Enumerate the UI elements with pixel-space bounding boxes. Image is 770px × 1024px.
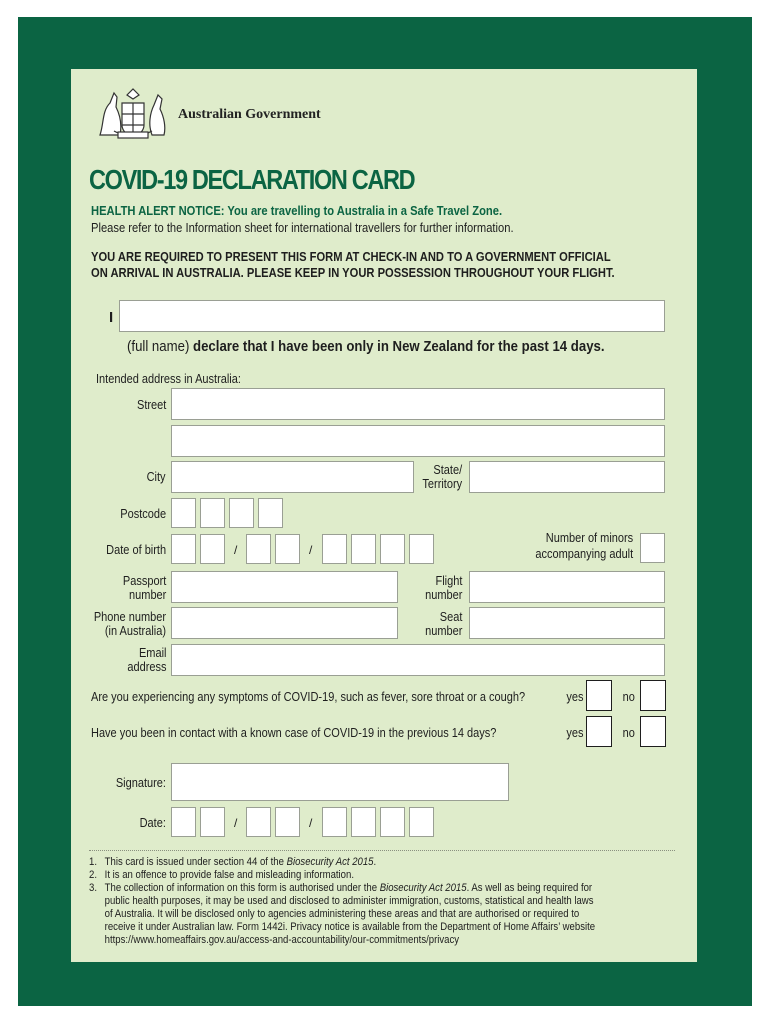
privacy-link[interactable]: https://www.homeaffairs.gov.au/access-and-accountability/our-commitments/privacy [104, 934, 460, 946]
full-name-input[interactable] [119, 300, 665, 332]
symptoms-no-label: no [622, 690, 635, 704]
required-notice [91, 249, 615, 281]
dob-day-1[interactable] [171, 534, 196, 564]
notes-divider [89, 850, 675, 851]
contact-yes-checkbox[interactable] [586, 716, 612, 747]
date-year-1[interactable] [322, 807, 347, 837]
signature-label: Signature: [115, 776, 166, 790]
government-name: Australian Government [178, 107, 321, 122]
symptoms-question: Are you experiencing any symptoms of COVID-19, such as fever, sore throat or a cough? [91, 690, 526, 704]
phone-label: Phone number (in Australia) [93, 610, 166, 638]
required-notice-line-2: ON ARRIVAL IN AUSTRALIA. PLEASE KEEP IN YOUR POSSESSION THROUGHOUT YOUR FLIGHT. [91, 265, 615, 280]
symptoms-yes-checkbox[interactable] [586, 680, 612, 711]
declaration-text: declare that I have been only in New Zealand for the past 14 days. [193, 338, 605, 355]
date-month-1[interactable] [246, 807, 271, 837]
declaration-card [71, 69, 697, 962]
contact-no-checkbox[interactable] [640, 716, 666, 747]
street-input-line-1[interactable] [171, 388, 665, 420]
date-year-4[interactable] [409, 807, 434, 837]
dob-month-2[interactable] [275, 534, 300, 564]
city-input[interactable] [171, 461, 414, 493]
note-2: 2. It is an offence to provide false and misleading information. [89, 869, 354, 881]
health-alert-body: Please refer to the Information sheet for international travellers for further information. [91, 220, 514, 235]
contact-yes-label: yes [565, 726, 583, 740]
page-title: COVID-19 DECLARATION CARD [89, 164, 415, 195]
dob-month-1[interactable] [246, 534, 271, 564]
postcode-digit-4[interactable] [258, 498, 283, 528]
minors-label: Number of minors accompanying adult [535, 531, 633, 561]
dob-year-3[interactable] [380, 534, 405, 564]
email-label: Email address [126, 646, 166, 674]
minors-count-input[interactable] [640, 533, 665, 563]
declaration-prefix: I [109, 309, 114, 326]
date-label: Date: [139, 816, 166, 830]
postcode-label: Postcode [120, 507, 166, 521]
seat-label: Seat number [424, 610, 462, 638]
dob-year-1[interactable] [322, 534, 347, 564]
date-separator-2: / [309, 816, 313, 830]
passport-input[interactable] [171, 571, 398, 603]
symptoms-no-checkbox[interactable] [640, 680, 666, 711]
notes [89, 856, 681, 947]
postcode-digit-2[interactable] [200, 498, 225, 528]
email-input[interactable] [171, 644, 665, 676]
address-heading: Intended address in Australia: [96, 372, 241, 386]
dob-year-2[interactable] [351, 534, 376, 564]
phone-input[interactable] [171, 607, 398, 639]
postcode-digit-1[interactable] [171, 498, 196, 528]
flight-input[interactable] [469, 571, 665, 603]
declaration-statement [127, 338, 605, 355]
required-notice-line-1: YOU ARE REQUIRED TO PRESENT THIS FORM AT CHECK-IN AND TO A GOVERNMENT OFFICIAL [91, 249, 611, 264]
date-separator-1: / [234, 816, 238, 830]
date-month-2[interactable] [275, 807, 300, 837]
note-3: 3. The collection of information on this form is authorised under the Biosecurity Act 2015. As well as being required for public health purposes, it may be used and disclosed to administer immigration, customs, statistical and health laws of Australia. It will be disclosed only to agencies administering these areas and that are authorised or required to receive it under Australian law. Form 1442i. Privacy notice is available from the Department of Home Affairs’ website https://www.homeaffairs.gov.au/access-and-accountability/our-commitments/privacy [89, 882, 596, 946]
health-alert-heading: HEALTH ALERT NOTICE: You are travelling to Australia in a Safe Travel Zone. [91, 203, 503, 218]
state-label: State/ Territory [422, 463, 462, 491]
full-name-label: (full name) [127, 338, 190, 355]
date-year-2[interactable] [351, 807, 376, 837]
date-year-3[interactable] [380, 807, 405, 837]
seat-input[interactable] [469, 607, 665, 639]
dob-separator-1: / [234, 543, 238, 557]
date-day-1[interactable] [171, 807, 196, 837]
contact-no-label: no [622, 726, 635, 740]
dob-year-4[interactable] [409, 534, 434, 564]
symptoms-yes-label: yes [565, 690, 583, 704]
postcode-digit-3[interactable] [229, 498, 254, 528]
street-input-line-2[interactable] [171, 425, 665, 457]
dob-day-2[interactable] [200, 534, 225, 564]
note-1: 1. This card is issued under section 44 of the Biosecurity Act 2015. [89, 856, 377, 868]
date-day-2[interactable] [200, 807, 225, 837]
signature-input[interactable] [171, 763, 509, 801]
street-label: Street [136, 398, 166, 412]
dob-label: Date of birth [106, 543, 166, 557]
passport-label: Passport number [122, 574, 166, 602]
flight-label: Flight number [424, 574, 462, 602]
coat-of-arms-icon [90, 85, 175, 140]
dob-separator-2: / [309, 543, 313, 557]
state-input[interactable] [469, 461, 665, 493]
city-label: City [147, 470, 166, 484]
contact-question: Have you been in contact with a known case of COVID-19 in the previous 14 days? [91, 726, 497, 740]
